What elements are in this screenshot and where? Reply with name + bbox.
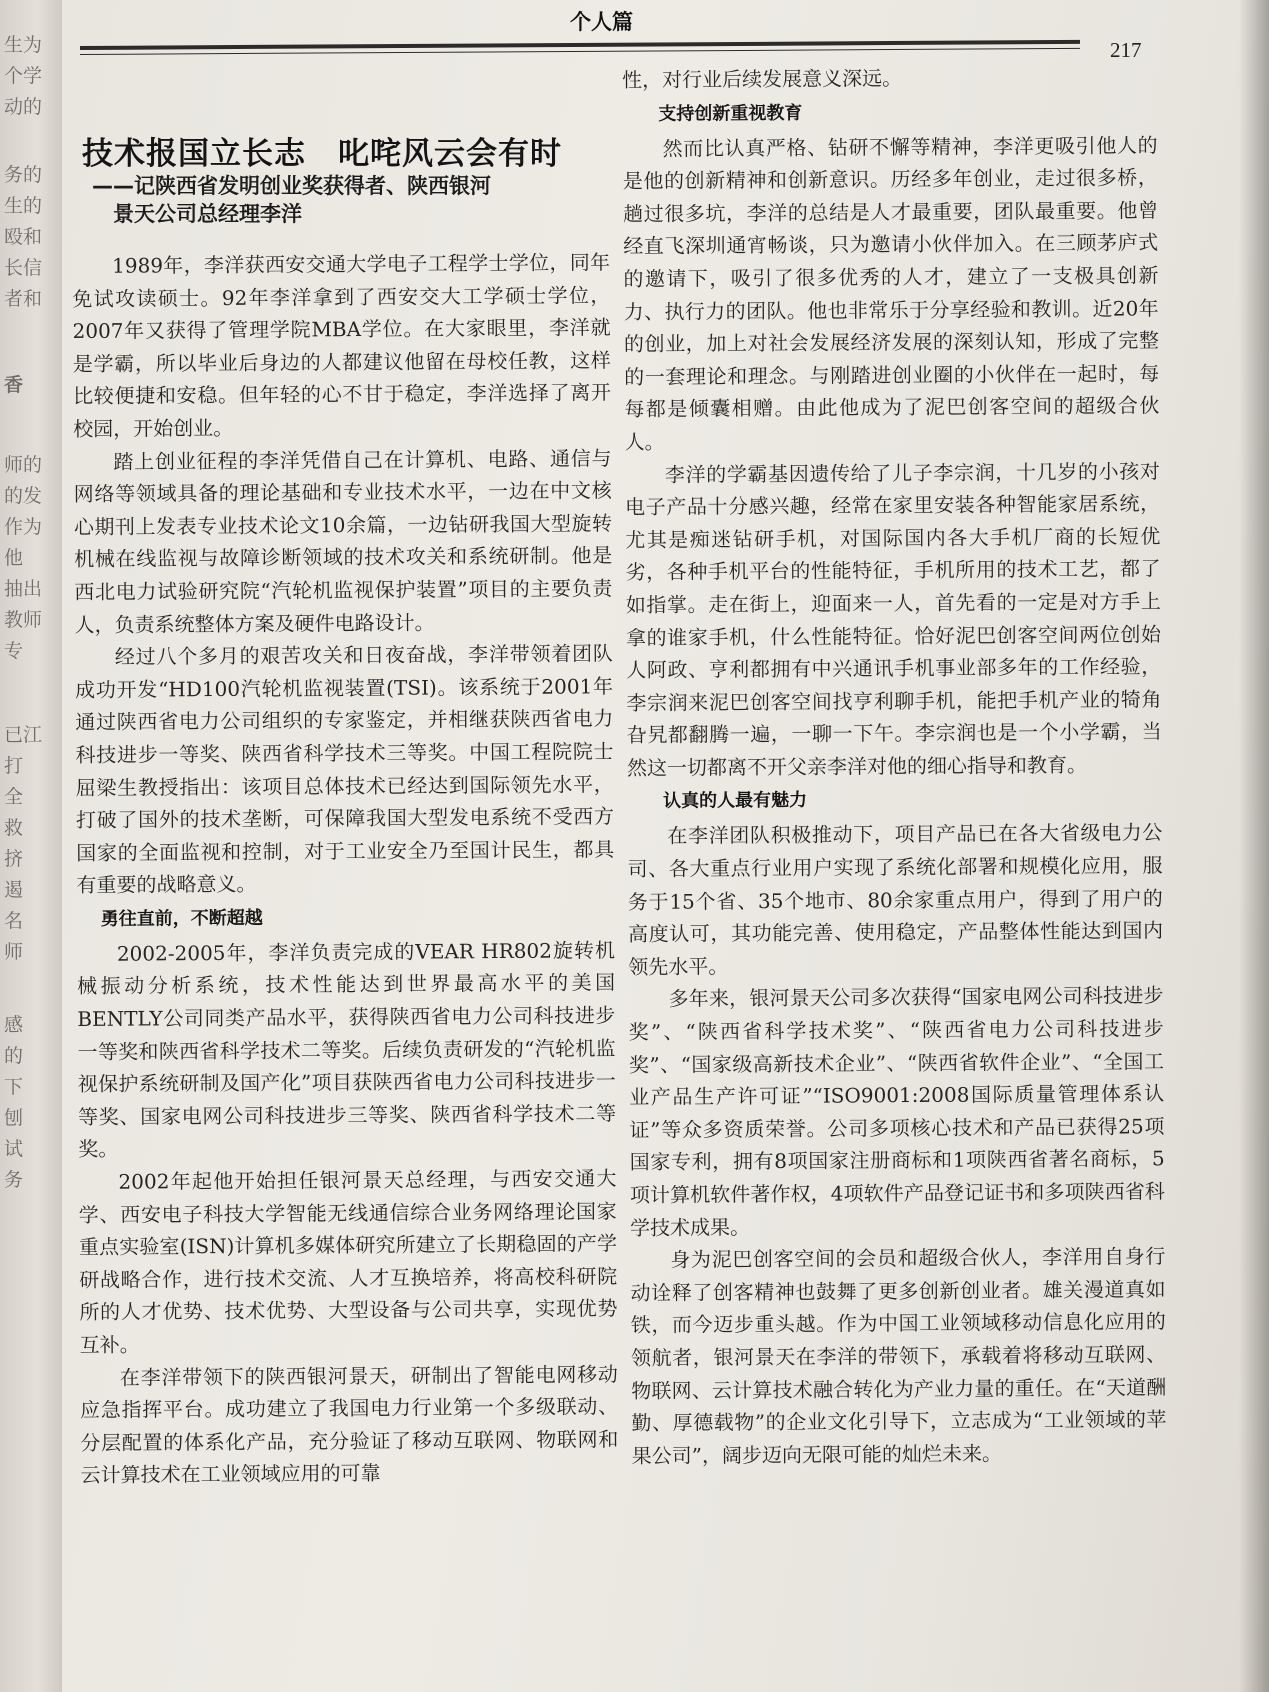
adjacent-page-fragment: 感 的 下 刨 试 务: [4, 1014, 24, 1191]
article-subtitle: [92, 172, 612, 228]
paragraph: 多年来，银河景天公司多次获得“国家电网公司科技进步奖”、“陕西省科学技术奖”、“陕西省电力公司科技进步奖”、“国家级高新技术企业”、“陕西省软件企业”、“全国工业产品生产许可证”“ISO9001:2008国际质量管理体系认证”等众多资质荣誉。公司多项核心技术和产品已获得25项国家专利，拥有8项国家注册商标和1项陕西省著名商标，5项计算机软件著作权，4项软件产品登记证书和多项陕西省科学技术成果。: [628, 983, 1165, 1240]
paragraph: 2002年起他开始担任银河景天总经理，与西安交通大学、西安电子科技大学智能无线通信综合业务网络理论国家重点实验室(ISN)计算机多媒体研究所建立了长期稳固的产学研战略合作，进行技术交流、人才互换培养，将高校科研院所的人才优势、技术优势、大型设备与公司共享，实现优势互补。: [78, 1166, 618, 1357]
paragraph: 经过八个多月的艰苦攻关和日夜奋战，李洋带领着团队成功开发“HD100汽轮机监视装置(TSI)。该系统于2001年通过陕西省电力公司组织的专家鉴定，并相继获陕西省电力科技进步一等奖、陕西省科学技术三等奖。中国工程院院士屈梁生教授指出：该项目总体技术已经达到国际领先水平，打破了国外的技术垄断，可保障我国大型发电系统不受西方国家的全面监视和控制，对于工业安全乃至国计民生，都具有重要的战略意义。: [74, 641, 615, 898]
subtitle-line-1: ——记陕西省发明创业奖获得者、陕西银河: [92, 174, 491, 198]
section-title: 个人篇: [570, 10, 633, 34]
paragraph: 李洋的学霸基因遗传给了儿子李宗润，十几岁的小孩对电子产品十分感兴趣，经常在家里安装各种智能家居系统，尤其是痴迷钻研手机，对国际国内各大手机厂商的长短优劣，各种手机平台的性能特征，手机所用的技术工艺，都了如指掌。走在街上，迎面来一人，首先看的一定是对方手上拿的谁家手机，什么性能特征。恰好泥巴创客空间两位创始人阿政、亨利都拥有中兴通讯手机事业部多年的工作经验，李宗润来泥巴创客空间找亨利聊手机，能把手机产业的犄角旮旯都翻腾一遍，一聊一下午。李宗润也是一个小学霸，当然这一切都离不开父亲李洋对他的细心指导和教育。: [625, 458, 1162, 780]
adjacent-page-fragment: 务的 生的 殴和 长信 者和: [4, 164, 43, 310]
paragraph-continuation: 性，对行业后续发展意义深远。: [622, 66, 903, 92]
paragraph: 然而比认真严格、钻研不懈等精神，李洋更吸引他人的是他的创新精神和创新意识。历经多年创业，走过很多桥，趟过很多坑，李洋的总结是人才最重要，团队最重要。他曾经直飞深圳通宵畅谈，只为邀请小伙伴加入。在三顾茅庐式的邀请下，吸引了很多优秀的人才，建立了一支极具创新力、执行力的团队。他也非常乐于分享经验和教训。近20年的创业，加上对社会发展经济发展的深刻认知，形成了完整的一套理论和理念。与刚踏进创业圈的小伙伴在一起时，每每都是倾囊相赠。由此他成为了泥巴创客空间的超级合伙人。: [622, 132, 1160, 454]
magazine-page: [62, 0, 1269, 1692]
left-column: [72, 246, 619, 1492]
paragraph: 1989年，李洋获西安交通大学电子工程学士学位，同年免试攻读硕士。92年李洋拿到了西安交大工学硕士学位，2007年又获得了管理学院MBA学位。在大家眼里，李洋就是学霸，所以毕业后身边的人都建议他留在母校任教，这样比较便捷和安稳。但年轻的心不甘于稳定，李洋选择了离开校园，开始创业。: [72, 250, 612, 441]
paragraph: 在李洋团队积极推动下，项目产品已在各大省级电力公司、各大重点行业用户实现了系统化部署和规模化应用，服务于15个省、35个地市、80余家重点用户，得到了用户的高度认可，其功能完善、使用稳定，产品整体性能达到国内领先水平。: [627, 820, 1164, 979]
subtitle-line-2: 景天公司总经理李洋: [113, 202, 302, 226]
article-title: 技术报国立长志 叱咤风云会有时: [82, 136, 562, 172]
adjacent-page-strip: [0, 0, 62, 1692]
adjacent-page-fragment: 香: [4, 374, 24, 396]
section-heading: 勇往直前，不断超越: [100, 907, 263, 930]
paragraph: 2002-2005年，李洋负责完成的VEAR HR802旋转机械振动分析系统，技术性能达到世界最高水平的美国BENTLY公司同类产品水平，获得陕西省电力公司科技进步一等奖和陕西省科学技术二等奖。后续负责研发的“汽轮机监视保护系统研制及国产化”项目获陕西省电力公司科技进步一等奖、国家电网公司科技进步三等奖、陕西省科学技术二等奖。: [77, 938, 617, 1162]
paragraph: 身为泥巴创客空间的会员和超级合伙人，李洋用自身行动诠释了创客精神也鼓舞了更多创新创业者。雄关漫道真如铁，而今迈步重头越。作为中国工业领域移动信息化应用的领航者，银河景天在李洋的带领下，承载着将移动互联网、物联网、云计算技术融合转化为产业力量的重任。在“天道酬勤、厚德载物”的企业文化引导下，立志成为“工业领域的苹果公司”，阔步迈向无限可能的灿烂未来。: [630, 1244, 1167, 1468]
right-column: [622, 60, 1167, 1472]
page-edge-shadow: [1239, 0, 1269, 1692]
paragraph: 踏上创业征程的李洋凭借自己在计算机、电路、通信与网络等领域具备的理论基础和专业技术水平，一边在中文核心期刊上发表专业技术论文10余篇，一边钻研我国大型旋转机械在线监视与故障诊断领域的技术攻关和系统研制。他是西北电力试验研究院“汽轮机监视保护装置”项目的主要负责人，负责系统整体方案及硬件电路设计。: [73, 445, 613, 637]
section-heading: 认真的人最有魅力: [663, 790, 808, 813]
adjacent-page-fragment: 已江 打 全 救 挤 遏 名 师: [4, 724, 43, 963]
adjacent-page-fragment: 师的 的发 作为 他 抽出 教师 专: [4, 454, 43, 662]
adjacent-page-fragment: 生为 个学 动的: [4, 34, 43, 118]
page-number: 217: [1110, 38, 1142, 62]
section-heading: 支持创新重视教育: [658, 102, 803, 125]
paragraph: 在李洋带领下的陕西银河景天，研制出了智能电网移动应急指挥平台。成功建立了我国电力行业第一个多级联动、分层配置的体系化产品，充分验证了移动互联网、物联网和云计算技术在工业领域应用的可靠: [80, 1361, 619, 1488]
